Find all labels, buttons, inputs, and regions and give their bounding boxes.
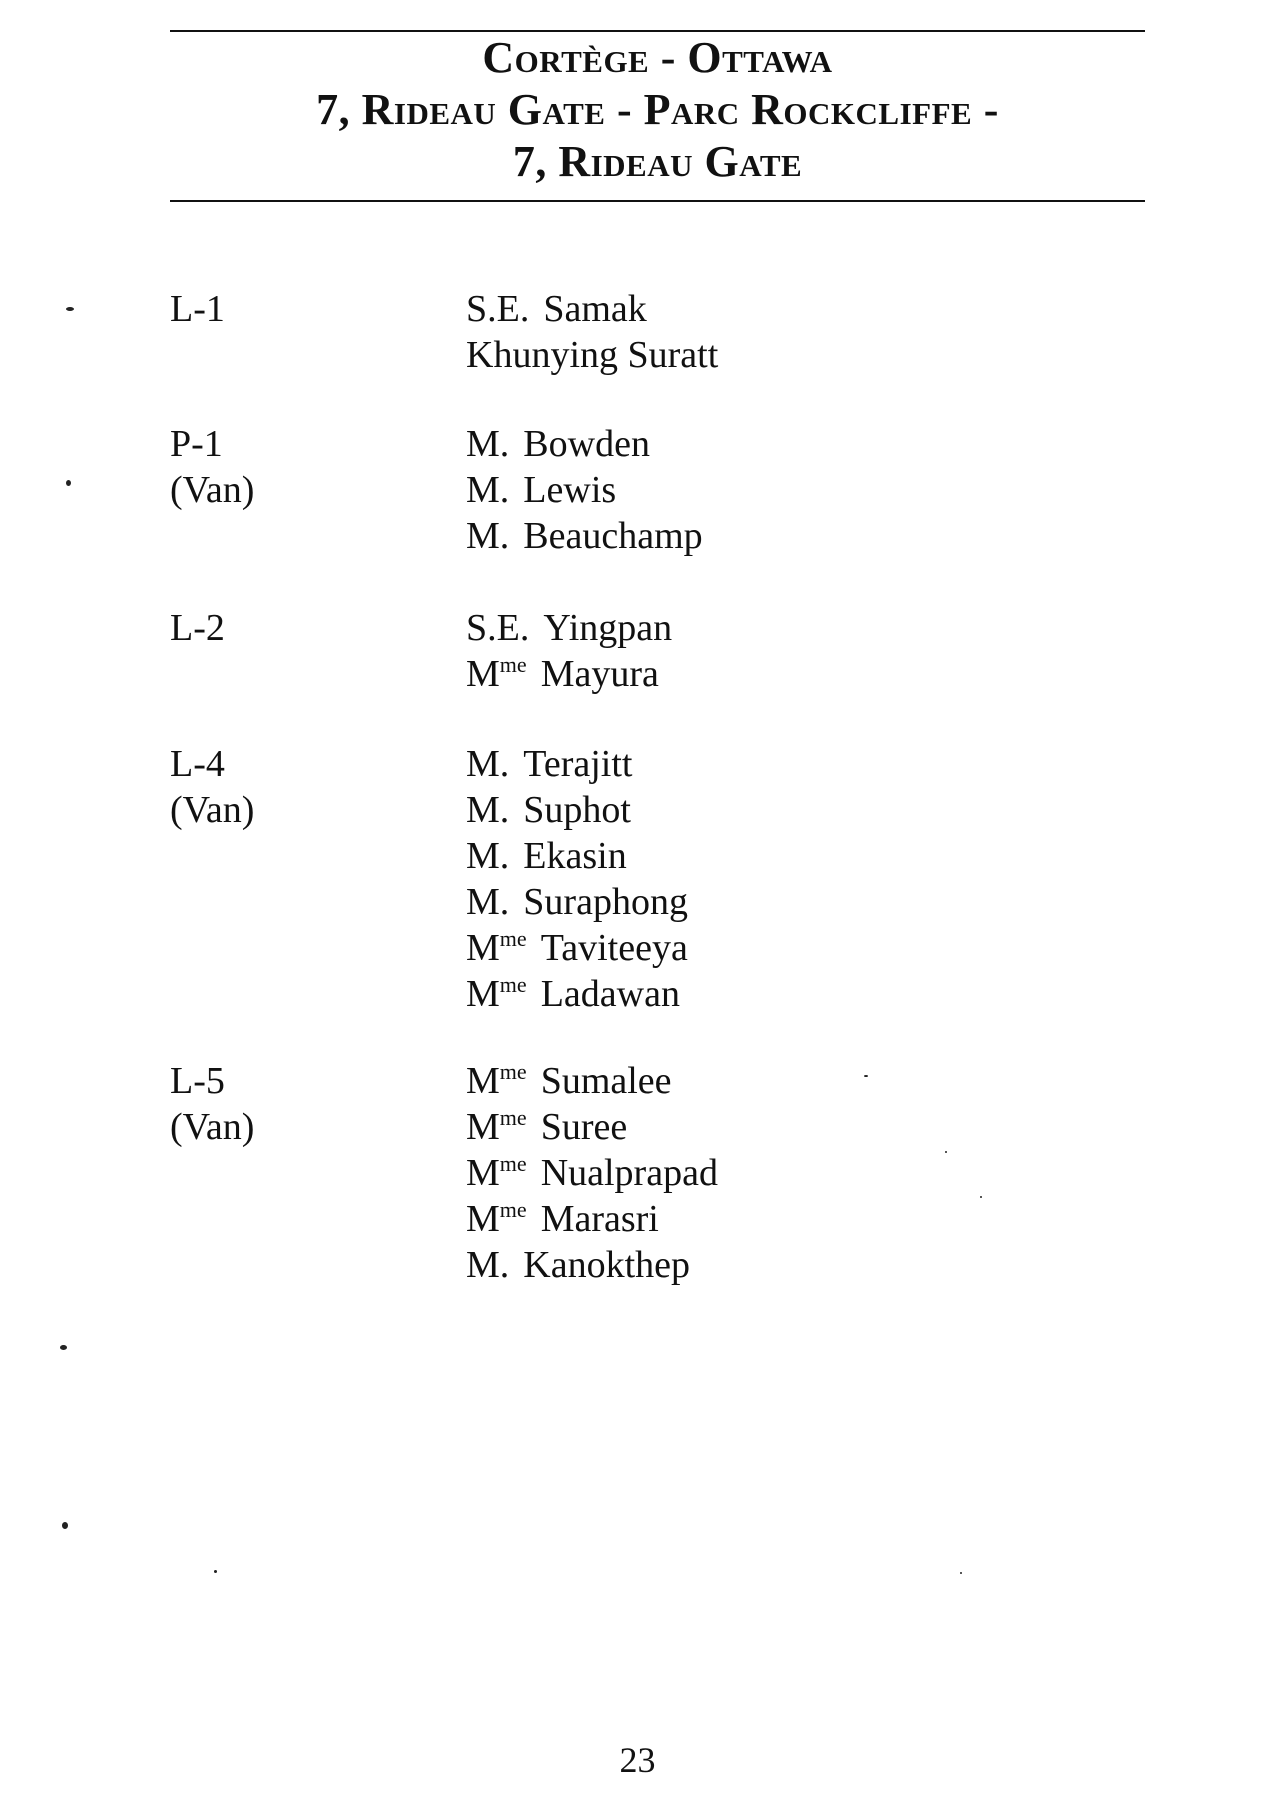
- passenger-list: [466, 605, 1166, 697]
- page-number: 23: [619, 1740, 656, 1780]
- vehicle-id: L-5: [170, 1060, 225, 1102]
- title-superscript: me: [499, 972, 527, 997]
- passenger: [466, 513, 1166, 559]
- passenger-title: M.: [466, 515, 510, 557]
- passenger-name: Suree: [540, 1106, 628, 1148]
- passenger-title: $M^{me}$: [466, 1151, 527, 1194]
- passenger-name: Kanokthep: [523, 1244, 691, 1286]
- passenger-title: S.E.: [466, 607, 530, 649]
- passenger-name: Bowden: [523, 423, 650, 465]
- passenger: [466, 651, 1166, 697]
- passenger-list: [466, 1058, 1166, 1288]
- passenger: [466, 787, 1166, 833]
- passenger: [466, 286, 1166, 332]
- passenger-name: Lewis: [523, 469, 617, 511]
- title-superscript: me: [499, 1151, 527, 1176]
- vehicle-labels: [170, 1058, 430, 1150]
- passenger: [466, 1242, 1166, 1288]
- vehicle-type: (Van): [170, 789, 255, 831]
- passenger: [466, 467, 1166, 513]
- passenger-name: Samak: [543, 288, 647, 330]
- passenger-name: Mayura: [540, 653, 659, 695]
- passenger-name: Taviteeya: [540, 927, 688, 969]
- header-bottom-rule: [170, 200, 1145, 202]
- passenger-title: $M^{me}$: [466, 652, 527, 695]
- scan-speck: [980, 1196, 982, 1198]
- passenger: [466, 1150, 1166, 1196]
- passenger-title: $M^{me}$: [466, 1059, 527, 1102]
- vehicle-id: P-1: [170, 423, 223, 465]
- title-superscript: me: [499, 1197, 527, 1222]
- scan-speck: [60, 1345, 67, 1350]
- page-title: [170, 32, 1145, 188]
- vehicle-type: (Van): [170, 469, 255, 511]
- passenger: [466, 1058, 1166, 1104]
- vehicle-labels: [170, 741, 430, 833]
- passenger: [466, 833, 1166, 879]
- scan-speck: [960, 1572, 962, 1574]
- passenger-title: M.: [466, 835, 510, 877]
- vehicle-type: (Van): [170, 1106, 255, 1148]
- passenger-title: M.: [466, 1244, 510, 1286]
- scan-speck: [62, 1522, 68, 1529]
- vehicle-labels: [170, 421, 430, 513]
- passenger-name: Ekasin: [523, 835, 627, 877]
- vehicle-labels: [170, 286, 430, 332]
- passenger-title: $M^{me}$: [466, 926, 527, 969]
- scan-speck: [66, 307, 74, 311]
- passenger: [466, 1104, 1166, 1150]
- vehicle-labels: [170, 605, 430, 651]
- title-line: 7, Rideau Gate - Parc Rockcliffe -: [316, 85, 999, 134]
- title-superscript: me: [499, 652, 527, 677]
- passenger-name: Marasri: [540, 1198, 659, 1240]
- title-superscript: me: [499, 1105, 527, 1130]
- title-superscript: me: [499, 1059, 527, 1084]
- passenger: [466, 421, 1166, 467]
- scan-speck: [864, 1075, 868, 1077]
- passenger-name: Ladawan: [540, 973, 680, 1015]
- passenger-name: Terajitt: [523, 743, 633, 785]
- passenger-title: M.: [466, 743, 510, 785]
- scan-speck: [66, 480, 71, 486]
- passenger-list: [466, 741, 1166, 1017]
- passenger-title: M.: [466, 469, 510, 511]
- passenger-list: [466, 286, 1166, 378]
- passenger-title: $M^{me}$: [466, 1197, 527, 1240]
- title-line: 7, Rideau Gate: [512, 137, 803, 186]
- scan-speck: [214, 1570, 217, 1573]
- passenger-title: M.: [466, 881, 510, 923]
- title-line: Cortège - Ottawa: [482, 33, 833, 82]
- scan-speck: [945, 1151, 947, 1153]
- passenger-title: S.E.: [466, 288, 530, 330]
- passenger: [466, 1196, 1166, 1242]
- passenger-name: Yingpan: [543, 607, 673, 649]
- passenger: [466, 605, 1166, 651]
- vehicle-id: L-1: [170, 288, 225, 330]
- passenger-title: $M^{me}$: [466, 972, 527, 1015]
- passenger: [466, 741, 1166, 787]
- passenger-title: M.: [466, 423, 510, 465]
- passenger-name: Sumalee: [540, 1060, 672, 1102]
- passenger: [466, 925, 1166, 971]
- passenger: [466, 879, 1166, 925]
- passenger: [466, 971, 1166, 1017]
- passenger-title: M.: [466, 789, 510, 831]
- vehicle-id: L-4: [170, 743, 225, 785]
- passenger-name: Suraphong: [523, 881, 688, 923]
- passenger-name: Nualprapad: [540, 1152, 718, 1194]
- passenger-title: $M^{me}$: [466, 1105, 527, 1148]
- passenger-list: [466, 421, 1166, 559]
- passenger: [466, 332, 1166, 378]
- passenger-name: Beauchamp: [523, 515, 703, 557]
- title-superscript: me: [499, 926, 527, 951]
- passenger-name: Khunying Suratt: [466, 334, 719, 376]
- vehicle-id: L-2: [170, 607, 225, 649]
- passenger-name: Suphot: [523, 789, 631, 831]
